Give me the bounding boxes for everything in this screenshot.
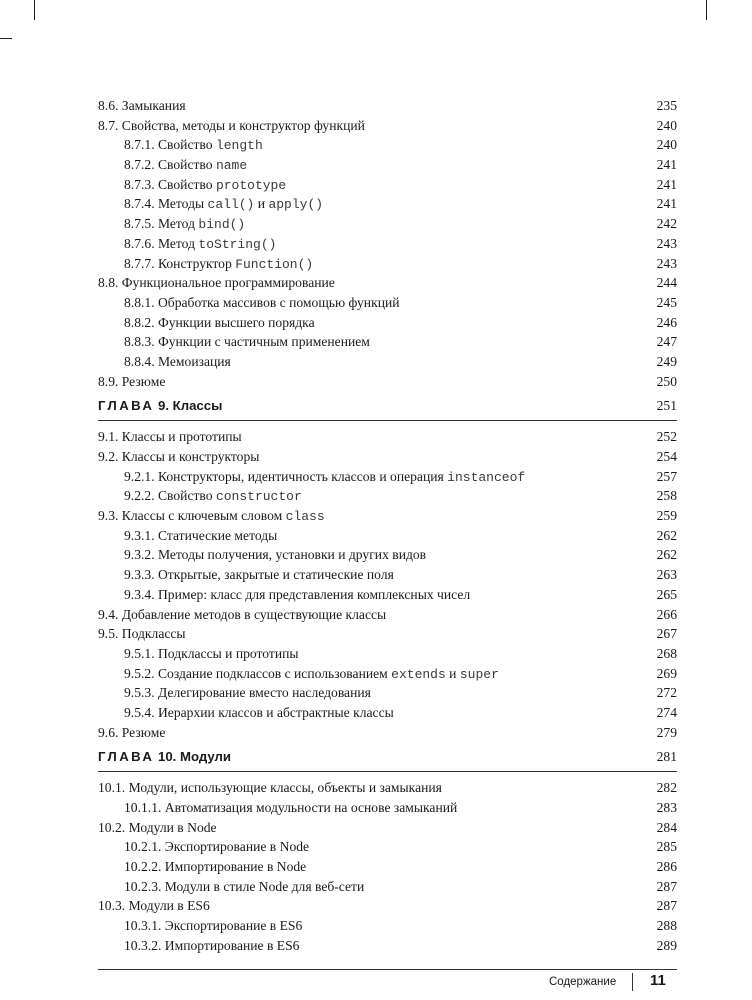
entry-text: 9.5.3. Делегирование вместо наследования [124,685,371,701]
toc-entry-title [98,118,365,133]
page-number: 254 [656,449,677,464]
toc-subsection[interactable] [98,857,677,877]
code-term: apply() [268,197,324,213]
entry-text: 8.7.2. Свойство [124,157,216,173]
entry-text: 8.9. Резюме [98,373,166,389]
page-number: 250 [656,373,677,389]
code-term: prototype [215,177,287,193]
entry-text: 8.7.6. Метод [124,235,199,251]
toc-entry-title [98,587,470,602]
page-number: 284 [656,819,677,835]
entry-text: 8.7.7. Конструктор [124,255,236,271]
toc-entry-title [98,137,263,152]
entry-text: 9.5.2. Создание подклассов с использованием [124,665,392,681]
page-number: 241 [656,196,677,212]
entry-text: 9.3. Классы с ключевым словом [98,508,286,524]
toc-entry-title [98,898,210,913]
entry-text: и [445,665,460,681]
toc-entry-title [98,469,525,484]
page-number: 286 [656,859,677,875]
entry-text: 9.3.4. Пример: класс для представления комплексных чисел [124,586,471,602]
chapter-heading[interactable] [98,392,677,421]
toc-subsection[interactable] [98,214,677,234]
toc-entry-title [98,725,165,740]
entry-text: 9.6. Резюме [98,724,166,740]
toc-entry-title [98,646,299,661]
toc-subsection[interactable] [98,254,677,274]
toc-subsection[interactable] [98,585,677,605]
code-term: extends [391,666,446,682]
entry-text: 10.2. Модули в Node [98,819,217,835]
page-number: 289 [656,937,677,953]
toc-subsection[interactable] [98,798,677,818]
toc-entry-title [98,780,442,795]
chapter-word: ГЛАВА [98,749,155,765]
page-number: 268 [656,645,677,661]
toc-subsection[interactable] [98,916,677,936]
toc-section[interactable] [98,723,677,743]
toc-section[interactable] [98,427,677,447]
table-of-contents [98,96,677,956]
page-number: 265 [656,586,677,602]
code-term: name [215,158,248,174]
toc-entry-title [98,449,259,464]
footer-separator [632,973,633,991]
toc-entry-title [98,315,315,330]
toc-subsection[interactable] [98,313,677,333]
footer-page-number: 11 [650,972,666,989]
entry-text: 9.4. Добавление методов в существующие классы [98,606,387,622]
entry-text: 9.3.2. Методы получения, установки и других видов [124,547,427,563]
entry-text: 9.3.1. Статические методы [124,527,278,543]
toc-entry-title [98,685,371,700]
page-number: 282 [656,780,677,796]
toc-section[interactable] [98,447,677,467]
chapter-title [98,749,231,764]
crop-mark-horizontal [0,38,12,39]
toc-entry-title [98,256,313,271]
entry-text: 10.2.3. Модули в стиле Node для веб-сети [124,878,365,894]
toc-section[interactable] [98,96,677,116]
entry-text: 8.7.1. Свойство [124,137,216,153]
toc-entry-title [98,157,247,172]
toc-subsection[interactable] [98,467,677,487]
entry-text: 8.7.4. Методы [124,196,208,212]
toc-subsection[interactable] [98,703,677,723]
code-term: class [285,509,325,525]
entry-text: 10.2.1. Экспортирование в Node [124,839,310,855]
code-term: length [215,138,263,154]
toc-subsection[interactable] [98,194,677,214]
entry-text: 8.7. Свойства, методы и конструктор функций [98,117,365,133]
entry-text: 9.5. Подклассы [98,626,186,642]
entry-text: 9.2.2. Свойство [124,488,216,504]
toc-entry-title [98,879,364,894]
entry-text: 9.5.4. Иерархии классов и абстрактные классы [124,704,394,720]
toc-section[interactable] [98,506,677,526]
code-term: Function() [235,256,314,272]
toc-entry-title [98,918,302,933]
page-number: 279 [656,724,677,740]
toc-entry-title [98,508,325,523]
entry-text: 10.3. Модули в ES6 [98,898,210,914]
page-number: 243 [656,255,677,271]
toc-subsection[interactable] [98,526,677,546]
page-number: 240 [656,117,677,133]
page-number: 245 [656,294,677,310]
page-number: 287 [656,898,677,914]
toc-entry-title [98,177,286,192]
toc-subsection[interactable] [98,332,677,352]
toc-subsection[interactable] [98,352,677,372]
crop-mark-left [34,0,35,20]
page-number: 243 [656,235,677,251]
toc-entry-title [98,488,302,503]
code-term: toString() [198,236,277,252]
chapter-name: 9. Классы [154,398,223,414]
page-number: 283 [656,800,677,815]
toc-subsection[interactable] [98,175,677,195]
entry-text: 9.2. Классы и конструкторы [98,449,260,464]
toc-entry-title [98,334,370,349]
toc-subsection[interactable] [98,936,677,956]
toc-entry-title [98,705,394,720]
page-number: 274 [656,704,677,720]
footer-section-label: Содержание [549,976,617,988]
toc-section[interactable] [98,605,677,625]
page-number: 288 [656,918,677,934]
page-number: 235 [656,98,677,113]
page-number: 266 [656,606,677,622]
toc-section[interactable] [98,372,677,392]
toc-entry-title [98,196,323,211]
page-number: 246 [656,314,677,330]
entry-text: 9.3.3. Открытые, закрытые и статические поля [124,567,394,583]
toc-entry-title [98,567,394,582]
toc-entry-title [98,216,245,231]
entry-text: 10.1. Модули, использующие классы, объекты и замыкания [98,780,442,796]
toc-subsection[interactable] [98,293,677,313]
code-term: constructor [215,489,302,505]
entry-text: 10.3.1. Экспортирование в ES6 [124,918,303,934]
chapter-word: ГЛАВА [98,398,155,414]
entry-text: 8.8.4. Мемоизация [124,353,231,369]
toc-entry-title [98,666,499,681]
page-number: 272 [656,685,677,701]
toc-entry-title [98,607,386,622]
page-number: 257 [656,468,677,484]
crop-mark-right [706,0,707,20]
toc-entry-title [98,429,242,444]
code-term: call() [207,197,255,213]
entry-text: и [254,196,269,212]
page-number: 241 [656,157,677,173]
entry-text: 8.8.1. Обработка массивов с помощью функций [124,294,400,310]
page-number: 242 [656,216,677,232]
chapter-title [98,398,222,413]
footer-rule [98,969,677,970]
toc-section[interactable] [98,896,677,916]
toc-subsection[interactable] [98,135,677,155]
toc-subsection[interactable] [98,877,677,897]
entry-text: 8.8.2. Функции высшего порядка [124,314,315,330]
entry-text: 8.7.3. Свойство [124,176,216,192]
toc-entry-title [98,547,426,562]
entry-text: 9.1. Классы и прототипы [98,429,242,445]
entry-text: 8.6. Замыкания [98,98,186,113]
page-number: 269 [656,665,677,681]
page-number: 247 [656,334,677,350]
chapter-name: 10. Модули [154,749,232,765]
toc-subsection[interactable] [98,683,677,703]
page-number: 249 [656,353,677,369]
code-term: super [459,666,499,682]
page-number: 281 [656,749,677,765]
toc-entry-title [98,800,457,815]
toc-entry-title [98,295,400,310]
entry-text: 8.8.3. Функции с частичным применением [124,334,370,350]
page-number: 252 [656,429,677,445]
entry-text: 8.8. Функциональное программирование [98,275,335,291]
toc-section[interactable] [98,818,677,838]
chapter-heading[interactable] [98,743,677,772]
toc-section[interactable] [98,116,677,136]
toc-entry-title [98,275,335,290]
toc-entry-title [98,528,277,543]
toc-subsection[interactable] [98,234,677,254]
page-number: 263 [656,567,677,583]
toc-entry-title [98,236,276,251]
toc-entry-title [98,839,309,854]
entry-text: 9.5.1. Подклассы и прототипы [124,645,299,661]
entry-text: 8.7.5. Метод [124,216,199,232]
toc-entry-title [98,374,165,389]
toc-subsection[interactable] [98,664,677,684]
entry-text: 10.2.2. Импортирование в Node [124,859,307,875]
toc-subsection[interactable] [98,545,677,565]
page-number: 259 [656,508,677,524]
page-number: 287 [656,878,677,894]
toc-subsection[interactable] [98,565,677,585]
toc-subsection[interactable] [98,486,677,506]
toc-subsection[interactable] [98,155,677,175]
toc-section[interactable] [98,273,677,293]
page-number: 240 [656,137,677,153]
toc-entry-title [98,626,186,641]
entry-text: 10.3.2. Импортирование в ES6 [124,937,300,953]
toc-subsection[interactable] [98,837,677,857]
toc-entry-title [98,354,231,369]
page-number: 244 [656,275,677,291]
toc-entry-title [98,938,299,953]
page-number: 262 [656,547,677,563]
toc-section[interactable] [98,624,677,644]
toc-subsection[interactable] [98,644,677,664]
entry-text: 10.1.1. Автоматизация модульности на основе замыканий [124,800,458,815]
toc-entry-title [98,820,217,835]
page-number: 241 [656,176,677,192]
toc-entry-title [98,859,306,874]
page-number: 258 [656,488,677,504]
page-number: 267 [656,626,677,642]
toc-section[interactable] [98,778,677,798]
page-number: 251 [656,398,677,414]
page-number: 285 [656,839,677,855]
page-number: 262 [656,527,677,543]
entry-text: 9.2.1. Конструкторы, идентичность классов и операция [124,468,448,484]
toc-entry-title [98,98,186,113]
code-term: bind() [198,217,246,233]
code-term: instanceof [447,469,526,485]
